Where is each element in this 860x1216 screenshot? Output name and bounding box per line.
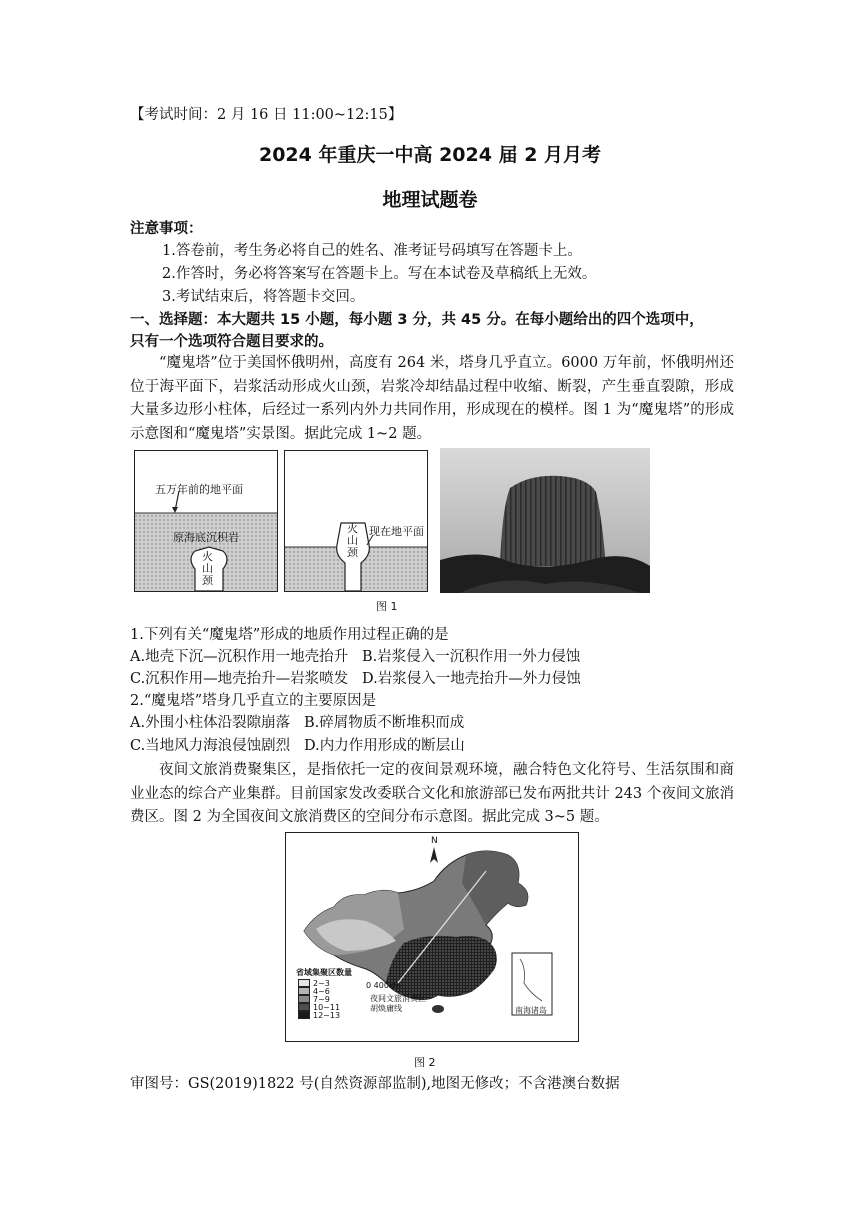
north-arrow-icon: N — [431, 836, 438, 846]
legend-swatch — [298, 995, 310, 1003]
label-old-ground: 五万年前的地平面 — [155, 483, 243, 496]
legend-swatch — [298, 1011, 310, 1019]
figure2-caption: 图 2 — [414, 1056, 436, 1069]
figure1-panel-before — [134, 450, 278, 592]
figure-1 — [130, 446, 650, 616]
legend-item-3: 7~9 — [313, 994, 330, 1004]
q2-option-c: C.当地风力海浪侵蚀剧烈 — [130, 738, 291, 754]
q2-option-a: A.外围小柱体沿裂隙崩落 — [130, 715, 291, 731]
exam-time: 【考试时间：2 月 16 日 11:00~12:15】 — [130, 107, 403, 123]
section-heading-line1: 一、选择题：本大题共 15 小题，每小题 3 分，共 45 分。在每小题给出的四个选项中， — [130, 312, 704, 328]
passage-1: “魔鬼塔”位于美国怀俄明州，高度有 264 米，塔身几乎直立。6000 万年前，怀俄明州还位于海平面下，岩浆活动形成火山颈，岩浆冷却结晶过程中收缩、断裂，产生垂直裂隙，形成大量多边形小柱体，后经过一系列内外力共同作用，形成现在的模样。图 1 为“魔鬼塔”的形成示意图和“魔鬼塔”实景图。据此完成 1~2 题。 — [130, 355, 734, 442]
section-heading-line2: 只有一个选项符合题目要求的。 — [130, 334, 333, 350]
legend-item-5: 12~13 — [313, 1010, 341, 1020]
inset-label: 南海诸岛 — [515, 1006, 547, 1015]
legend-item-1: 2~3 — [313, 978, 330, 988]
page-title: 2024 年重庆一中高 2024 届 2 月月考 — [258, 144, 602, 166]
scale-bar: 0 400km — [366, 981, 402, 990]
label-now-ground: 现在地平面 — [369, 525, 424, 538]
q2-option-d: D.内力作用形成的断层山 — [304, 738, 465, 754]
legend-line: 胡焕庸线 — [370, 1004, 402, 1013]
page-subtitle: 地理试题卷 — [382, 189, 478, 211]
notice-item-2: 2.作答时，务必将答案写在答题卡上。写在本试卷及草稿纸上无效。 — [162, 266, 597, 282]
figure1-panel-now — [284, 450, 428, 592]
label-sediment: 原海底沉积岩 — [173, 531, 239, 544]
q1-stem: 1.下列有关“魔鬼塔”形成的地质作用过程正确的是 — [130, 627, 449, 643]
q2-stem: 2.“魔鬼塔”塔身几乎直立的主要原因是 — [130, 693, 377, 709]
legend-item-4: 10~11 — [313, 1002, 341, 1012]
map-approval-note: 审图号：GS(2019)1822 号(自然资源部监制),地图无修改；不含港澳台数据 — [130, 1076, 620, 1092]
passage-2: 夜间文旅消费聚集区，是指依托一定的夜间景观环境，融合特色文化符号、生活氛围和商业业态的综合产业集群。目前国家发改委联合文化和旅游部已发布两批共计 243 个夜间文旅消费区。图 2 为全国夜间文旅消费区的空间分布示意图。据此完成 3~5 题。 — [130, 762, 734, 825]
q1-option-a: A.地壳下沉—沉积作用一地壳抬升 — [130, 649, 349, 665]
devils-tower-photo-graphic — [440, 448, 650, 593]
legend-swatch — [298, 1003, 310, 1011]
legend-swatches — [298, 979, 340, 1019]
notice-heading: 注意事项： — [130, 221, 203, 237]
label-volcano-neck: 火山颈 — [202, 550, 213, 587]
legend-title: 省域集聚区数量 — [296, 968, 352, 977]
devils-tower-photo — [440, 448, 650, 593]
q1-option-b: B.岩浆侵入一沉积作用一外力侵蚀 — [362, 649, 581, 665]
notice-item-1: 1.答卷前，考生务必将自己的姓名、准考证号码填写在答题卡上。 — [162, 243, 582, 259]
q1-option-c: C.沉积作用—地壳抬升—岩浆喷发 — [130, 671, 349, 687]
figure1-caption: 图 1 — [376, 600, 398, 613]
q2-option-b: B.碎屑物质不断堆积而成 — [304, 715, 465, 731]
notice-item-3: 3.考试结束后，将答题卡交回。 — [162, 289, 365, 305]
q1-option-d: D.岩浆侵入一地壳抬升—外力侵蚀 — [362, 671, 581, 687]
legend-swatch — [298, 979, 310, 987]
figure1-panel-now-graphic — [285, 451, 427, 591]
legend-item-2: 4~6 — [313, 986, 330, 996]
label-volcano-neck-2: 火山颈 — [347, 522, 358, 559]
legend-point: 夜间文旅消费区 — [370, 994, 426, 1003]
legend-swatch — [298, 987, 310, 995]
figure-2-map — [285, 832, 579, 1042]
